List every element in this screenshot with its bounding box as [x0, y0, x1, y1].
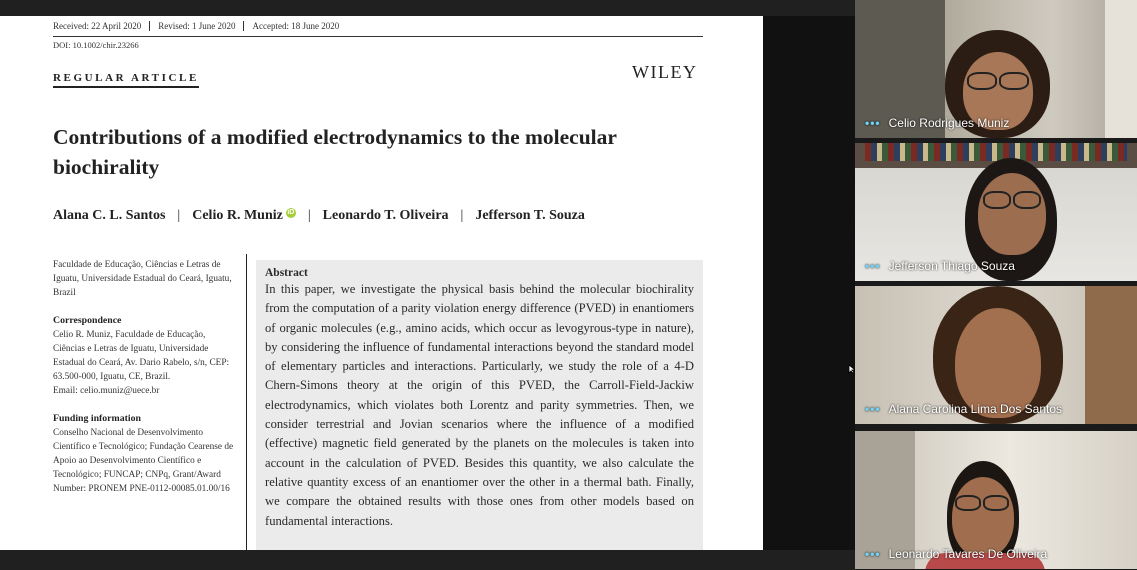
author: Jefferson T. Souza: [475, 208, 585, 223]
correspondence-email: Email: celio.muniz@uece.br: [53, 386, 160, 396]
article-info-column: [53, 258, 238, 496]
top-bar: [0, 0, 855, 16]
participant-face: [978, 173, 1046, 255]
column-divider: [246, 254, 247, 550]
participant-name: ••• Jefferson Thiago Souza: [865, 259, 1015, 273]
author: Alana C. L. Santos: [53, 208, 166, 223]
glasses-icon: [983, 191, 1011, 209]
more-options-icon[interactable]: •••: [865, 116, 881, 130]
correspondence-text: Celio R. Muniz, Faculdade de Educação, Ciências e Letras de Iguatu, Universidade Estadual do Ceará, Av. Dario Rabelo, s/n, CEP: 63.500-000, Iguatu, CE, Brazil.: [53, 330, 230, 382]
more-options-icon[interactable]: •••: [865, 402, 881, 416]
shared-screen-margin: [763, 16, 855, 550]
publisher-logo: WILEY: [632, 62, 698, 82]
author: Celio R. Muniz: [192, 208, 283, 223]
author-list: Alana C. L. Santos | Celio R. Muniz iD | Leonardo T. Oliveira | Jefferson T. Souza: [53, 208, 585, 223]
video-background: [1085, 286, 1137, 424]
video-background: [1105, 0, 1137, 138]
more-options-icon[interactable]: •••: [865, 547, 881, 561]
received-date: Received: 22 April 2020: [53, 21, 150, 31]
orcid-icon[interactable]: iD: [287, 209, 295, 216]
video-tile[interactable]: [855, 0, 1137, 138]
author: Leonardo T. Oliveira: [322, 208, 449, 223]
more-options-icon[interactable]: •••: [865, 259, 881, 273]
glasses-icon: [967, 72, 997, 90]
participant-name: ••• Leonardo Tavares De Oliveira: [865, 547, 1048, 561]
glasses-icon: [983, 495, 1009, 511]
accepted-date: Accepted: 18 June 2020: [252, 21, 340, 31]
header-rule: [53, 36, 703, 37]
glasses-icon: [999, 72, 1029, 90]
revised-date: Revised: 1 June 2020: [150, 21, 244, 31]
article-dates: [53, 21, 347, 31]
participant-face: [952, 477, 1014, 557]
affiliation: Faculdade de Educação, Ciências e Letras de Iguatu, Universidade Estadual do Ceará, Iguatu, Brazil: [53, 260, 232, 298]
correspondence-heading: Correspondence: [53, 315, 122, 326]
glasses-icon: [955, 495, 981, 511]
abstract-heading: Abstract: [265, 267, 308, 279]
funding-text: Conselho Nacional de Desenvolvimento Científico e Tecnológico; Fundação Cearense de Apoio ao Desenvolvimento Científico e Tecnológico; FUNCAP; CNPq, Grant/Award Number: PRONEM PNE-0112-00085.01.00/16: [53, 428, 234, 494]
abstract-box: [256, 260, 703, 550]
video-tile[interactable]: [855, 431, 1137, 569]
video-tile[interactable]: [855, 143, 1137, 281]
paper-title: Contributions of a modified electrodynamics to the molecular biochirality: [53, 125, 617, 179]
bottom-bar: [0, 550, 855, 570]
video-background: [865, 143, 1127, 161]
doi: DOI: 10.1002/chir.23266: [53, 40, 139, 50]
video-tile[interactable]: [855, 286, 1137, 424]
article-type: REGULAR ARTICLE: [53, 72, 199, 88]
participant-name: ••• Alana Carolina Lima Dos Santos: [865, 402, 1063, 416]
abstract-text: In this paper, we investigate the physical basis behind the molecular biochirality from the computation of a parity violation energy difference (PVED) in enantiomers of organic molecules (e.g., amino acids, which occur as levogyrous-type in nature), by considering the influence of fundamental interactions beyond the standard model of elementary particles and interactions. Particularly, we study the role of a 4-D Chern-Simons theory at the origin of this PVED, the Carroll-Field-Jackiw electrodynamics, which violates both Lorentz and parity symmetries. Then, we consider terrestrial and Jovian scenarios where the influence of a modified (effective) magnetic field generated by the planets on the molecules is taken into account in the calculation of PVED. Besides this quantity, we also calculate the relative quantity excess of an enantiomer over the other in a thermal bath. Finally, we compare the obtained results with those ones from other models based on fundamental interactions.: [265, 282, 694, 528]
shared-document: [0, 16, 763, 550]
glasses-icon: [1013, 191, 1041, 209]
participant-name: ••• Celio Rodrigues Muniz: [865, 116, 1010, 130]
funding-heading: Funding information: [53, 413, 141, 424]
